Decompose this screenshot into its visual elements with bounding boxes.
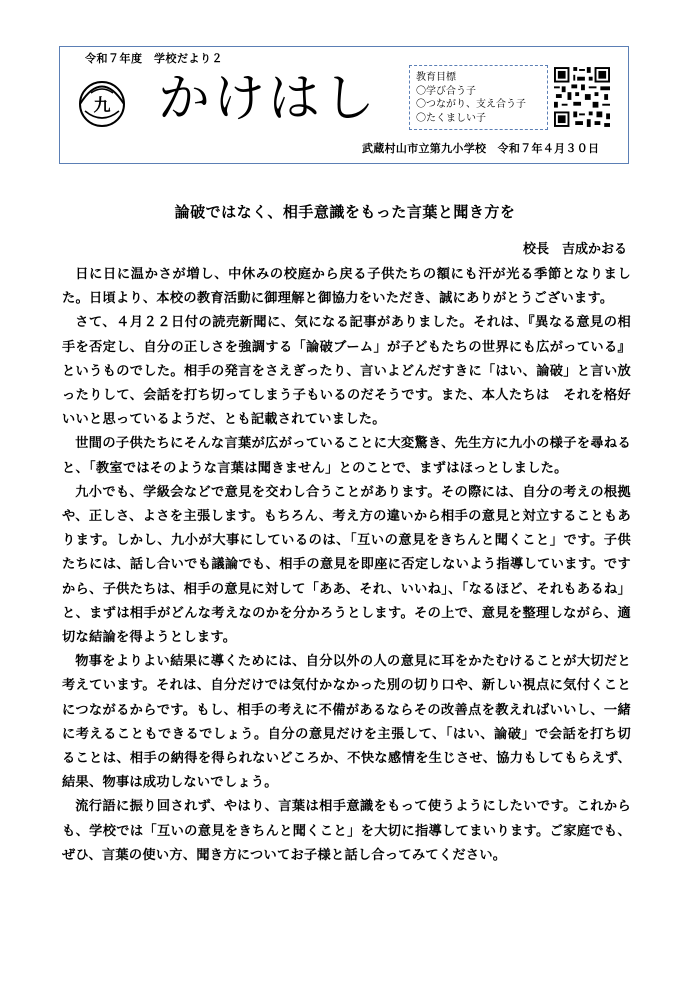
paragraph: 物事をよりよい結果に導くためには、自分以外の人の意見に耳をかたむけることが大切だと考えています。それは、自分だけでは気付かなかった別の切り口や、新しい視点に気付くことにつながるからです。もし、相手の考えに不備があるならその改善点を教えればいいし、一緒に考えることもできるでしょう。自分の意見だけを主張して、「はい、論破」で会話を打ち切ることは、相手の納得を得られないどころか、不快な感情を生じさせ、協力もしてもらえず、結果、物事は成功しないでしょう。 — [62, 654, 631, 791]
education-goals — [409, 65, 548, 130]
goal-item: 〇学び合う子 — [416, 85, 476, 97]
goal-item: 〇つながり、支え合う子 — [416, 99, 526, 110]
newsletter-title: かけはし — [158, 69, 379, 129]
paragraph: 日に日に温かさが増し、中休みの校庭から戻る子供たちの額にも汗が光る季節となりました。日頃より、本校の教育活動に御理解と御協力をいただき、誠にありがとうございます。 — [62, 267, 631, 307]
emblem-char: 九 — [93, 96, 111, 116]
goals-heading: 教育目標 — [416, 72, 456, 83]
goal-item: 〇たくましい子 — [416, 112, 486, 124]
school-emblem-icon — [75, 75, 129, 129]
article-headline: 論破ではなく、相手意識をもった言葉と聞き方を — [174, 203, 516, 221]
article-author: 校長 吉成かおる — [522, 242, 627, 257]
paragraph: 九小でも、学級会などで意見を交わし合うことがあります。その際には、自分の考えの根拠や、正しさ、よさを主張します。もちろん、考え方の違いから相手の意見と対立することもあります。しかし、九小が大事にしているのは、「互いの意見をきちんと聞くこと」です。子供たちには、話し合いでも議論でも、相手の意見を即座に否定しないよう指導しています。ですから、子供たちは、相手の意見に対して「ああ、それ、いいね」、「なるほど、それもあるね」と、まずは相手がどんな考えなのかを分かろうとします。その上で、意見を整理しながら、適切な結論を得ようとします。 — [62, 484, 631, 646]
school-name-date: 武蔵村山市立第九小学校 令和７年４月３０日 — [362, 142, 600, 155]
paragraph: 世間の子供たちにそんな言葉が広がっていることに大変驚き、先生方に九小の様子を尋ねると、「教室ではそのような言葉は聞きません」とのことで、まずはほっとしました。 — [62, 436, 631, 476]
paragraph: 流行語に振り回されず、やはり、言葉は相手意識をもって使うようにしたいです。これからも、学校では「互いの意見をきちんと聞くこと」を大切に指導してまいります。ご家庭でも、ぜひ、言葉の使い方、聞き方についてお子様と話し合ってみてください。 — [62, 799, 631, 863]
qr-code-icon[interactable] — [554, 66, 610, 128]
issue-label: 令和７年度 学校だより２ — [85, 52, 223, 65]
paragraph: さて、４月２２日付の読売新聞に、気になる記事がありました。それは、『異なる意見の相手を否定し、自分の正しさを強調する「論破ブーム」が子どもたちの世界にも広がっている』というものでした。相手の発言をさえぎったり、言いよどんだすきに「はい、論破」と言い放ったりして、会話を打ち切ってしまう子もいるのだそうです。また、本人たちは それを格好いいと思っているようだ、とも記載されていました。 — [62, 315, 631, 428]
article-body — [62, 263, 631, 868]
